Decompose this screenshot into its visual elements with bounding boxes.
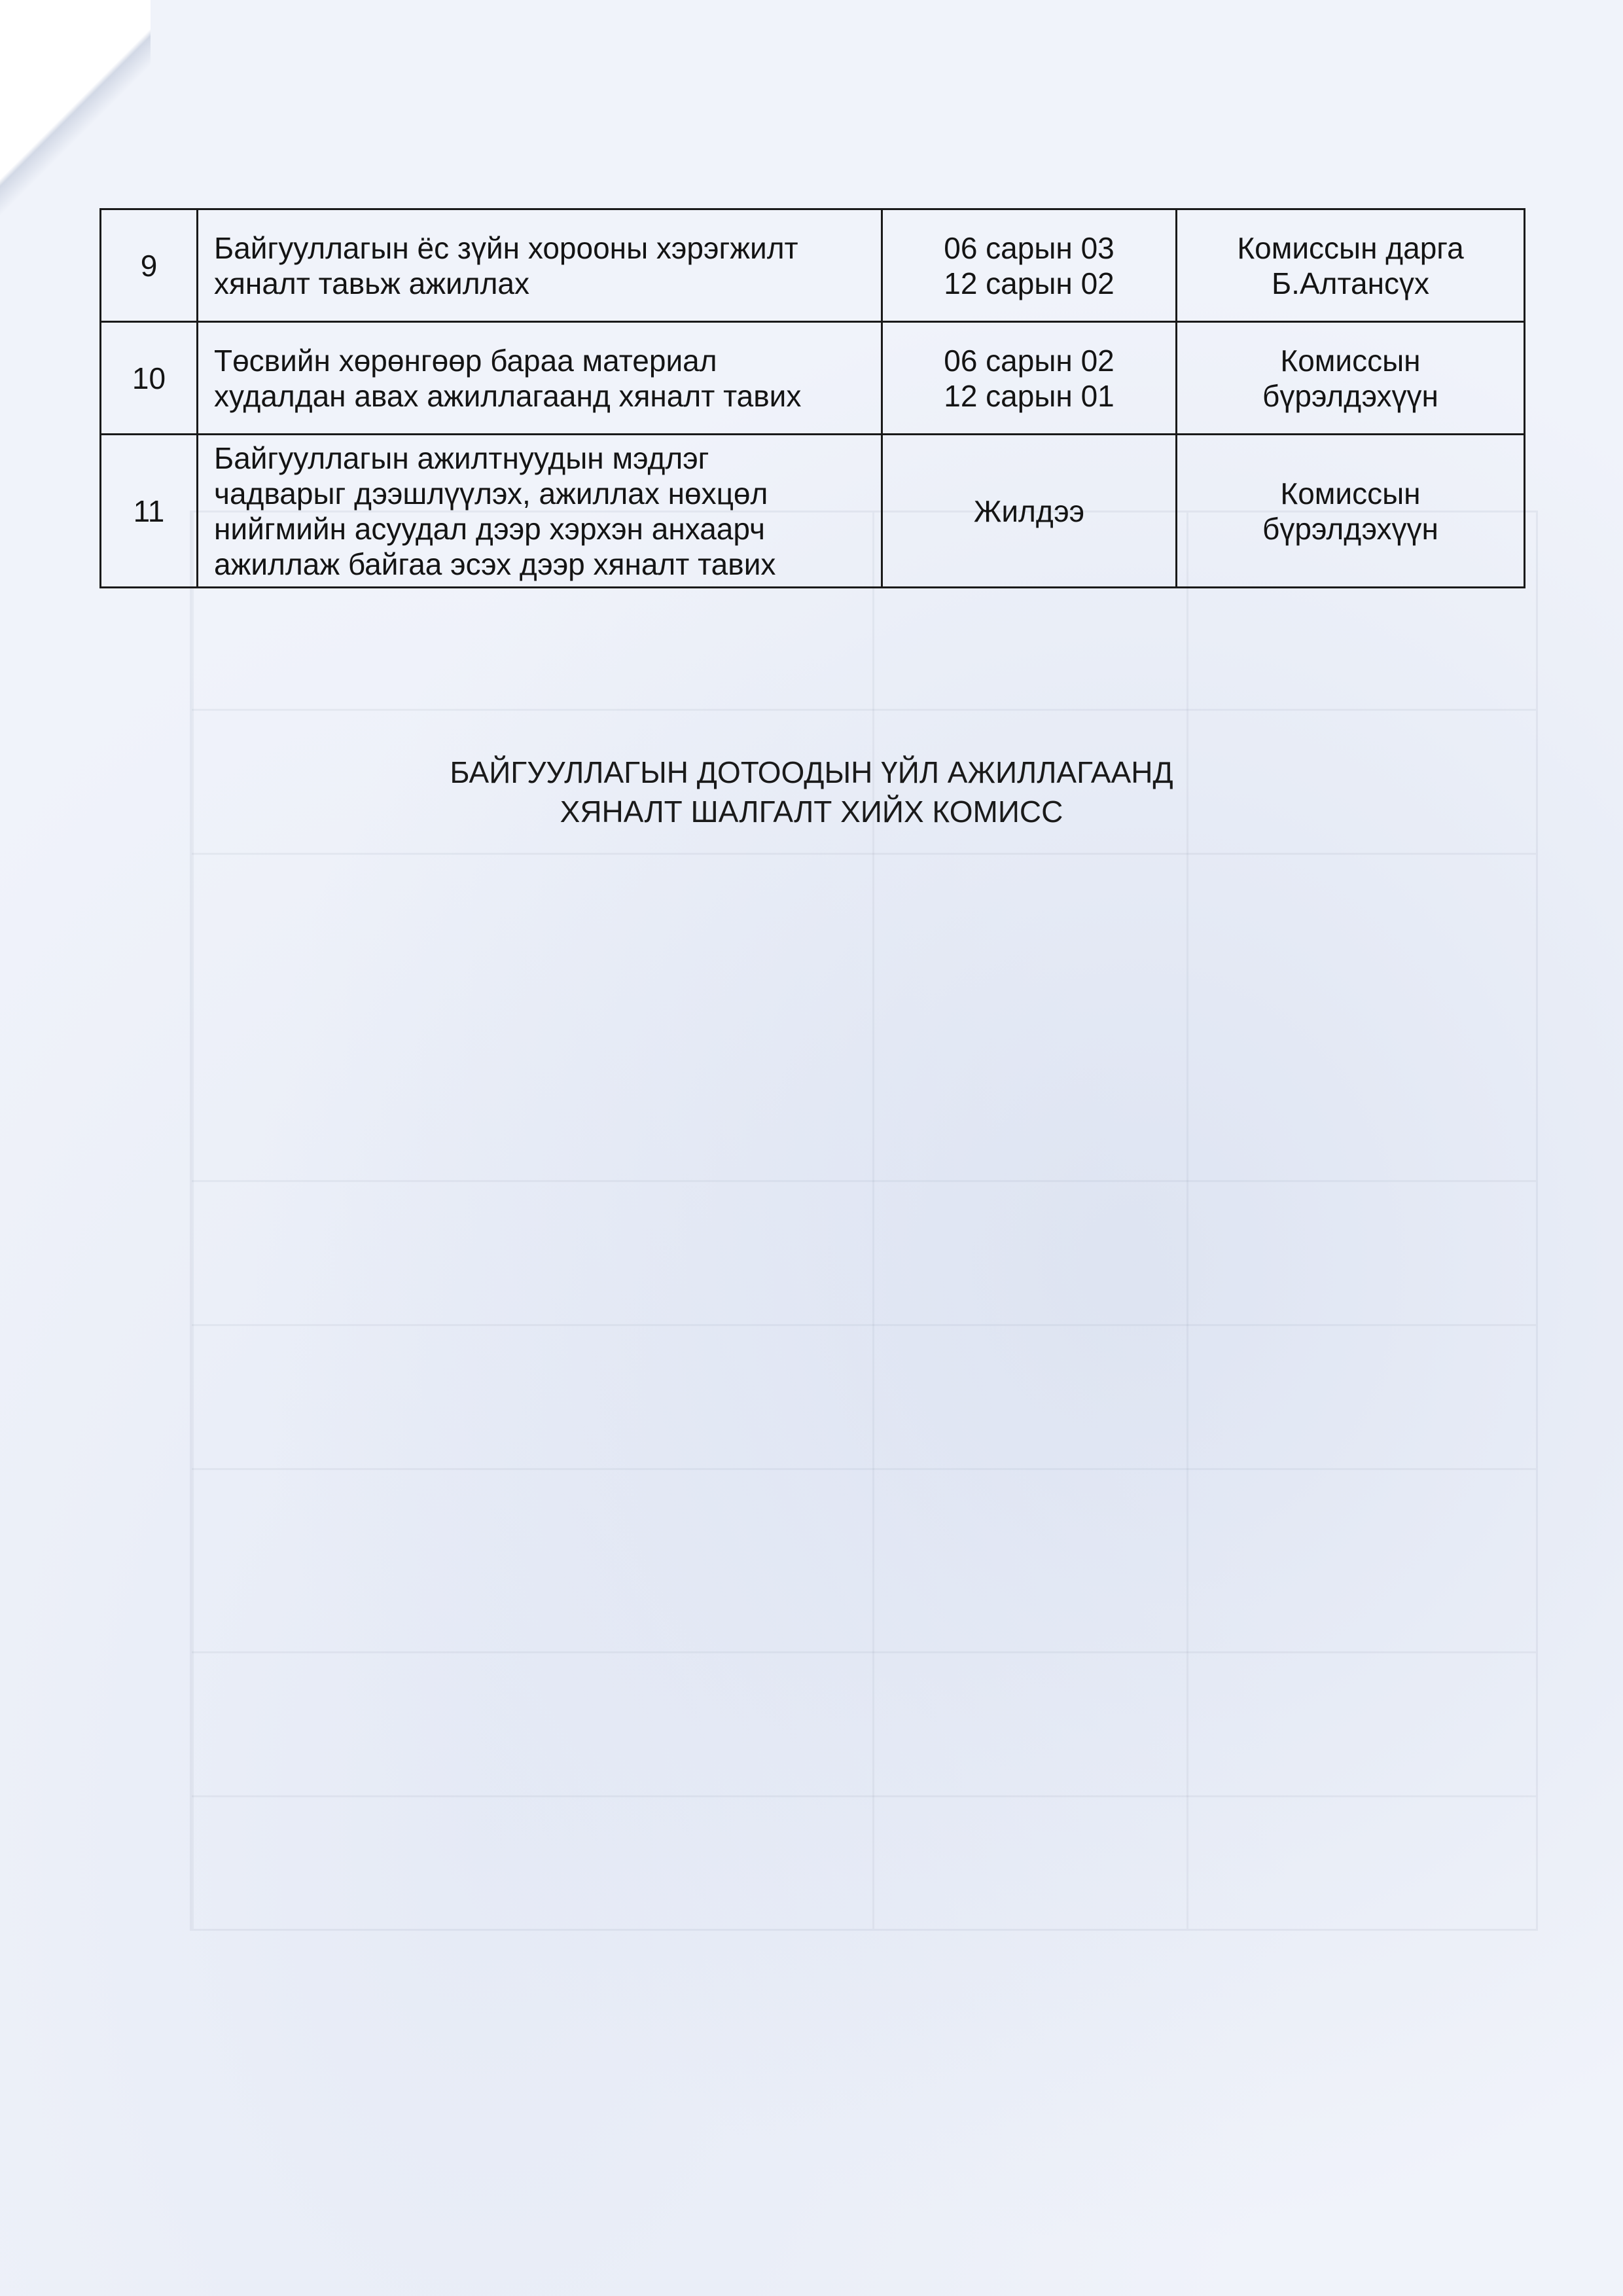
date-cell [882,322,1177,435]
responsible-line: Комиссын [1280,343,1421,378]
table-row [101,209,1525,322]
date-line: 06 сарын 03 [944,230,1115,265]
date-cell [882,435,1177,588]
responsible-cell [1177,435,1525,588]
row-number: 9 [101,209,198,322]
responsible-line: бүрэлдэхүүн [1262,511,1438,546]
task-line: Байгууллагын ажилтнуудын мэдлэг [214,440,709,475]
control-plan-table [99,208,1525,588]
responsible-line: бүрэлдэхүүн [1262,378,1438,413]
task-line: худалдан авах ажиллагаанд хяналт тавих [214,378,802,413]
bleed-through-table [190,511,1538,1931]
task-cell [198,435,882,588]
date-cell [882,209,1177,322]
task-line: ажиллаж байгаа эсэх дээр хяналт тавих [214,547,776,581]
table-row [101,322,1525,435]
date-line: 12 сарын 01 [944,378,1115,413]
responsible-line: Комиссын дарга [1237,230,1464,265]
date-line: 12 сарын 02 [944,266,1115,300]
task-line: Байгууллагын ёс зүйн хорооны хэрэгжилт [214,230,798,265]
row-number: 11 [101,435,198,588]
table-row [101,435,1525,588]
date-line: 06 сарын 02 [944,343,1115,378]
task-line: Төсвийн хөрөнгөөр бараа материал [214,343,717,378]
task-line: хяналт тавьж ажиллах [214,266,529,300]
task-cell [198,322,882,435]
task-line: нийгмийн асуудал дээр хэрхэн анхаарч [214,511,765,546]
heading-line: ХЯНАЛТ ШАЛГАЛТ ХИЙХ КОМИСС [560,795,1063,829]
responsible-cell [1177,322,1525,435]
commission-heading [0,753,1623,831]
date-line: Жилдээ [973,493,1085,528]
task-cell [198,209,882,322]
row-number: 10 [101,322,198,435]
responsible-line: Комиссын [1280,476,1421,511]
page-fold-corner [0,0,151,223]
heading-line: БАЙГУУЛЛАГЫН ДОТООДЫН ҮЙЛ АЖИЛЛАГААНД [450,755,1173,789]
responsible-cell [1177,209,1525,322]
responsible-line: Б.Алтансүх [1271,266,1430,300]
task-line: чадварыг дээшлүүлэх, ажиллах нөхцөл [214,476,768,511]
